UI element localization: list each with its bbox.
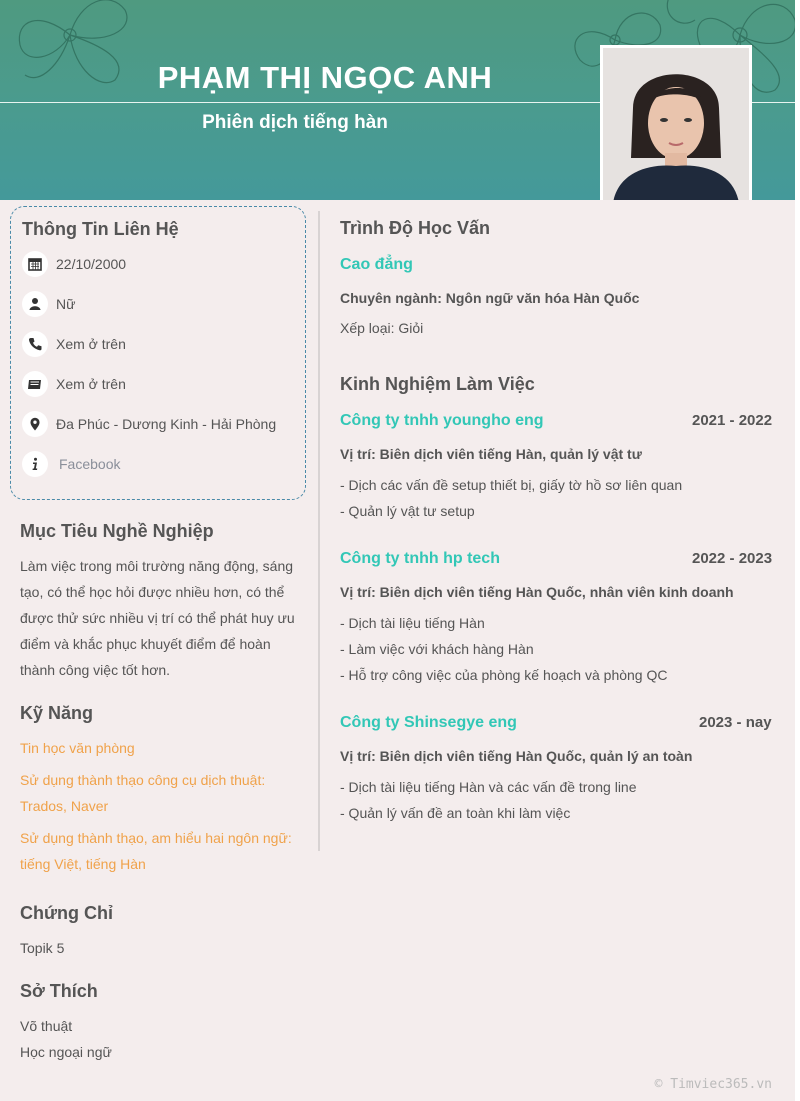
objective-line: tạo, có thể học hỏi được nhiều hơn, có thể: [20, 584, 285, 600]
hobbies-list: [20, 1013, 300, 1065]
job-position: Vị trí: Biên dịch viên tiếng Hàn Quốc, nhân viên kinh doanh: [340, 584, 734, 600]
contact-item-gender: [22, 291, 75, 317]
job-task: - Làm việc với khách hàng Hàn: [340, 641, 534, 657]
skill-item-continued: Trados, Naver: [20, 798, 109, 814]
contact-item-phone: [22, 331, 126, 357]
candidate-name: PHẠM THỊ NGỌC ANH: [157, 60, 493, 95]
job-company: Công ty Shinsegye eng: [340, 714, 517, 731]
phone-text: Xem ở trên: [56, 336, 126, 352]
job-task: - Dịch tài liệu tiếng Hàn và các vấn đề trong line: [340, 779, 637, 795]
job-company: Công ty tnhh youngho eng: [340, 412, 544, 429]
job-task: - Quản lý vấn đề an toàn khi làm việc: [340, 805, 571, 821]
contact-item-email: [22, 371, 126, 397]
job-years: 2022 - 2023: [692, 550, 773, 567]
email-text: Xem ở trên: [56, 376, 126, 392]
skill-item: Sử dụng thành thạo, am hiểu hai ngôn ngữ:: [20, 830, 292, 846]
education-grade: Xếp loại: Giỏi: [340, 320, 424, 336]
phone-icon: [22, 331, 48, 357]
watermark: © Timviec365.vn: [654, 1077, 772, 1092]
location-icon: [22, 411, 48, 437]
email-icon: [22, 371, 48, 397]
job-task: - Dịch các vấn đề setup thiết bị, giấy tờ hồ sơ liên quan: [340, 477, 683, 493]
job-task: - Hỗ trợ công việc của phòng kế hoạch và phòng QC: [340, 667, 668, 683]
profile-photo: [600, 45, 752, 200]
skills-heading: Kỹ Năng: [20, 703, 94, 723]
certificate-item: Topik 5: [20, 940, 65, 956]
experience-heading: Kinh Nghiệm Làm Việc: [340, 374, 535, 394]
hobby-item: Võ thuật: [20, 1018, 73, 1034]
objective-line: được thử sức nhiều vị trí có thể phát huy ưu: [20, 610, 295, 626]
header-banner: [0, 0, 795, 200]
job-years: 2021 - 2022: [692, 412, 773, 429]
column-divider: [318, 211, 320, 851]
skill-item: Sử dụng thành thạo công cụ dịch thuật:: [20, 772, 266, 788]
job-task: - Quản lý vật tư setup: [340, 503, 475, 519]
skills-list: [20, 735, 300, 877]
calendar-icon: [22, 251, 48, 277]
page-edge: [795, 0, 800, 1101]
objective-line: thành công việc tốt hơn.: [20, 662, 171, 678]
contact-item-birthdate: [22, 251, 126, 277]
objective-line: điểm và khắc phục khuyết điểm để hoàn: [20, 636, 271, 652]
job-company: Công ty tnhh hp tech: [340, 550, 500, 567]
job-title: Phiên dịch tiếng hàn: [202, 112, 388, 133]
education-level: Cao đẳng: [340, 256, 413, 273]
contact-box: [10, 206, 306, 500]
contact-item-facebook[interactable]: [22, 451, 120, 477]
objective-text: [20, 553, 300, 683]
contact-heading: Thông Tin Liên Hệ: [22, 219, 179, 239]
hobby-item: Học ngoại ngữ: [20, 1044, 112, 1060]
skill-item-continued: tiếng Việt, tiếng Hàn: [20, 856, 146, 872]
education-major: Chuyên ngành: Ngôn ngữ văn hóa Hàn Quốc: [340, 290, 640, 306]
contact-item-address: [22, 411, 276, 437]
gender-text: Nữ: [56, 296, 76, 312]
skill-item: Tin học văn phòng: [20, 740, 135, 756]
birthdate-text: 22/10/2000: [56, 256, 127, 272]
objective-heading: Mục Tiêu Nghề Nghiệp: [20, 521, 214, 541]
job-position: Vị trí: Biên dịch viên tiếng Hàn, quản lý vật tư: [340, 446, 642, 462]
address-text: Đa Phúc - Dương Kinh - Hải Phòng: [56, 416, 277, 432]
objective-line: Làm việc trong môi trường năng động, sáng: [20, 558, 294, 574]
job-task: - Dịch tài liệu tiếng Hàn: [340, 615, 485, 631]
info-icon: [22, 451, 48, 477]
facebook-link[interactable]: Facebook: [59, 456, 121, 472]
job-position: Vị trí: Biên dịch viên tiếng Hàn Quốc, quản lý an toàn: [340, 748, 693, 764]
hobbies-heading: Sở Thích: [20, 981, 98, 1001]
certificates-heading: Chứng Chỉ: [20, 903, 114, 923]
education-heading: Trình Độ Học Vấn: [340, 218, 491, 238]
job-years: 2023 - nay: [699, 714, 772, 731]
user-icon: [22, 291, 48, 317]
